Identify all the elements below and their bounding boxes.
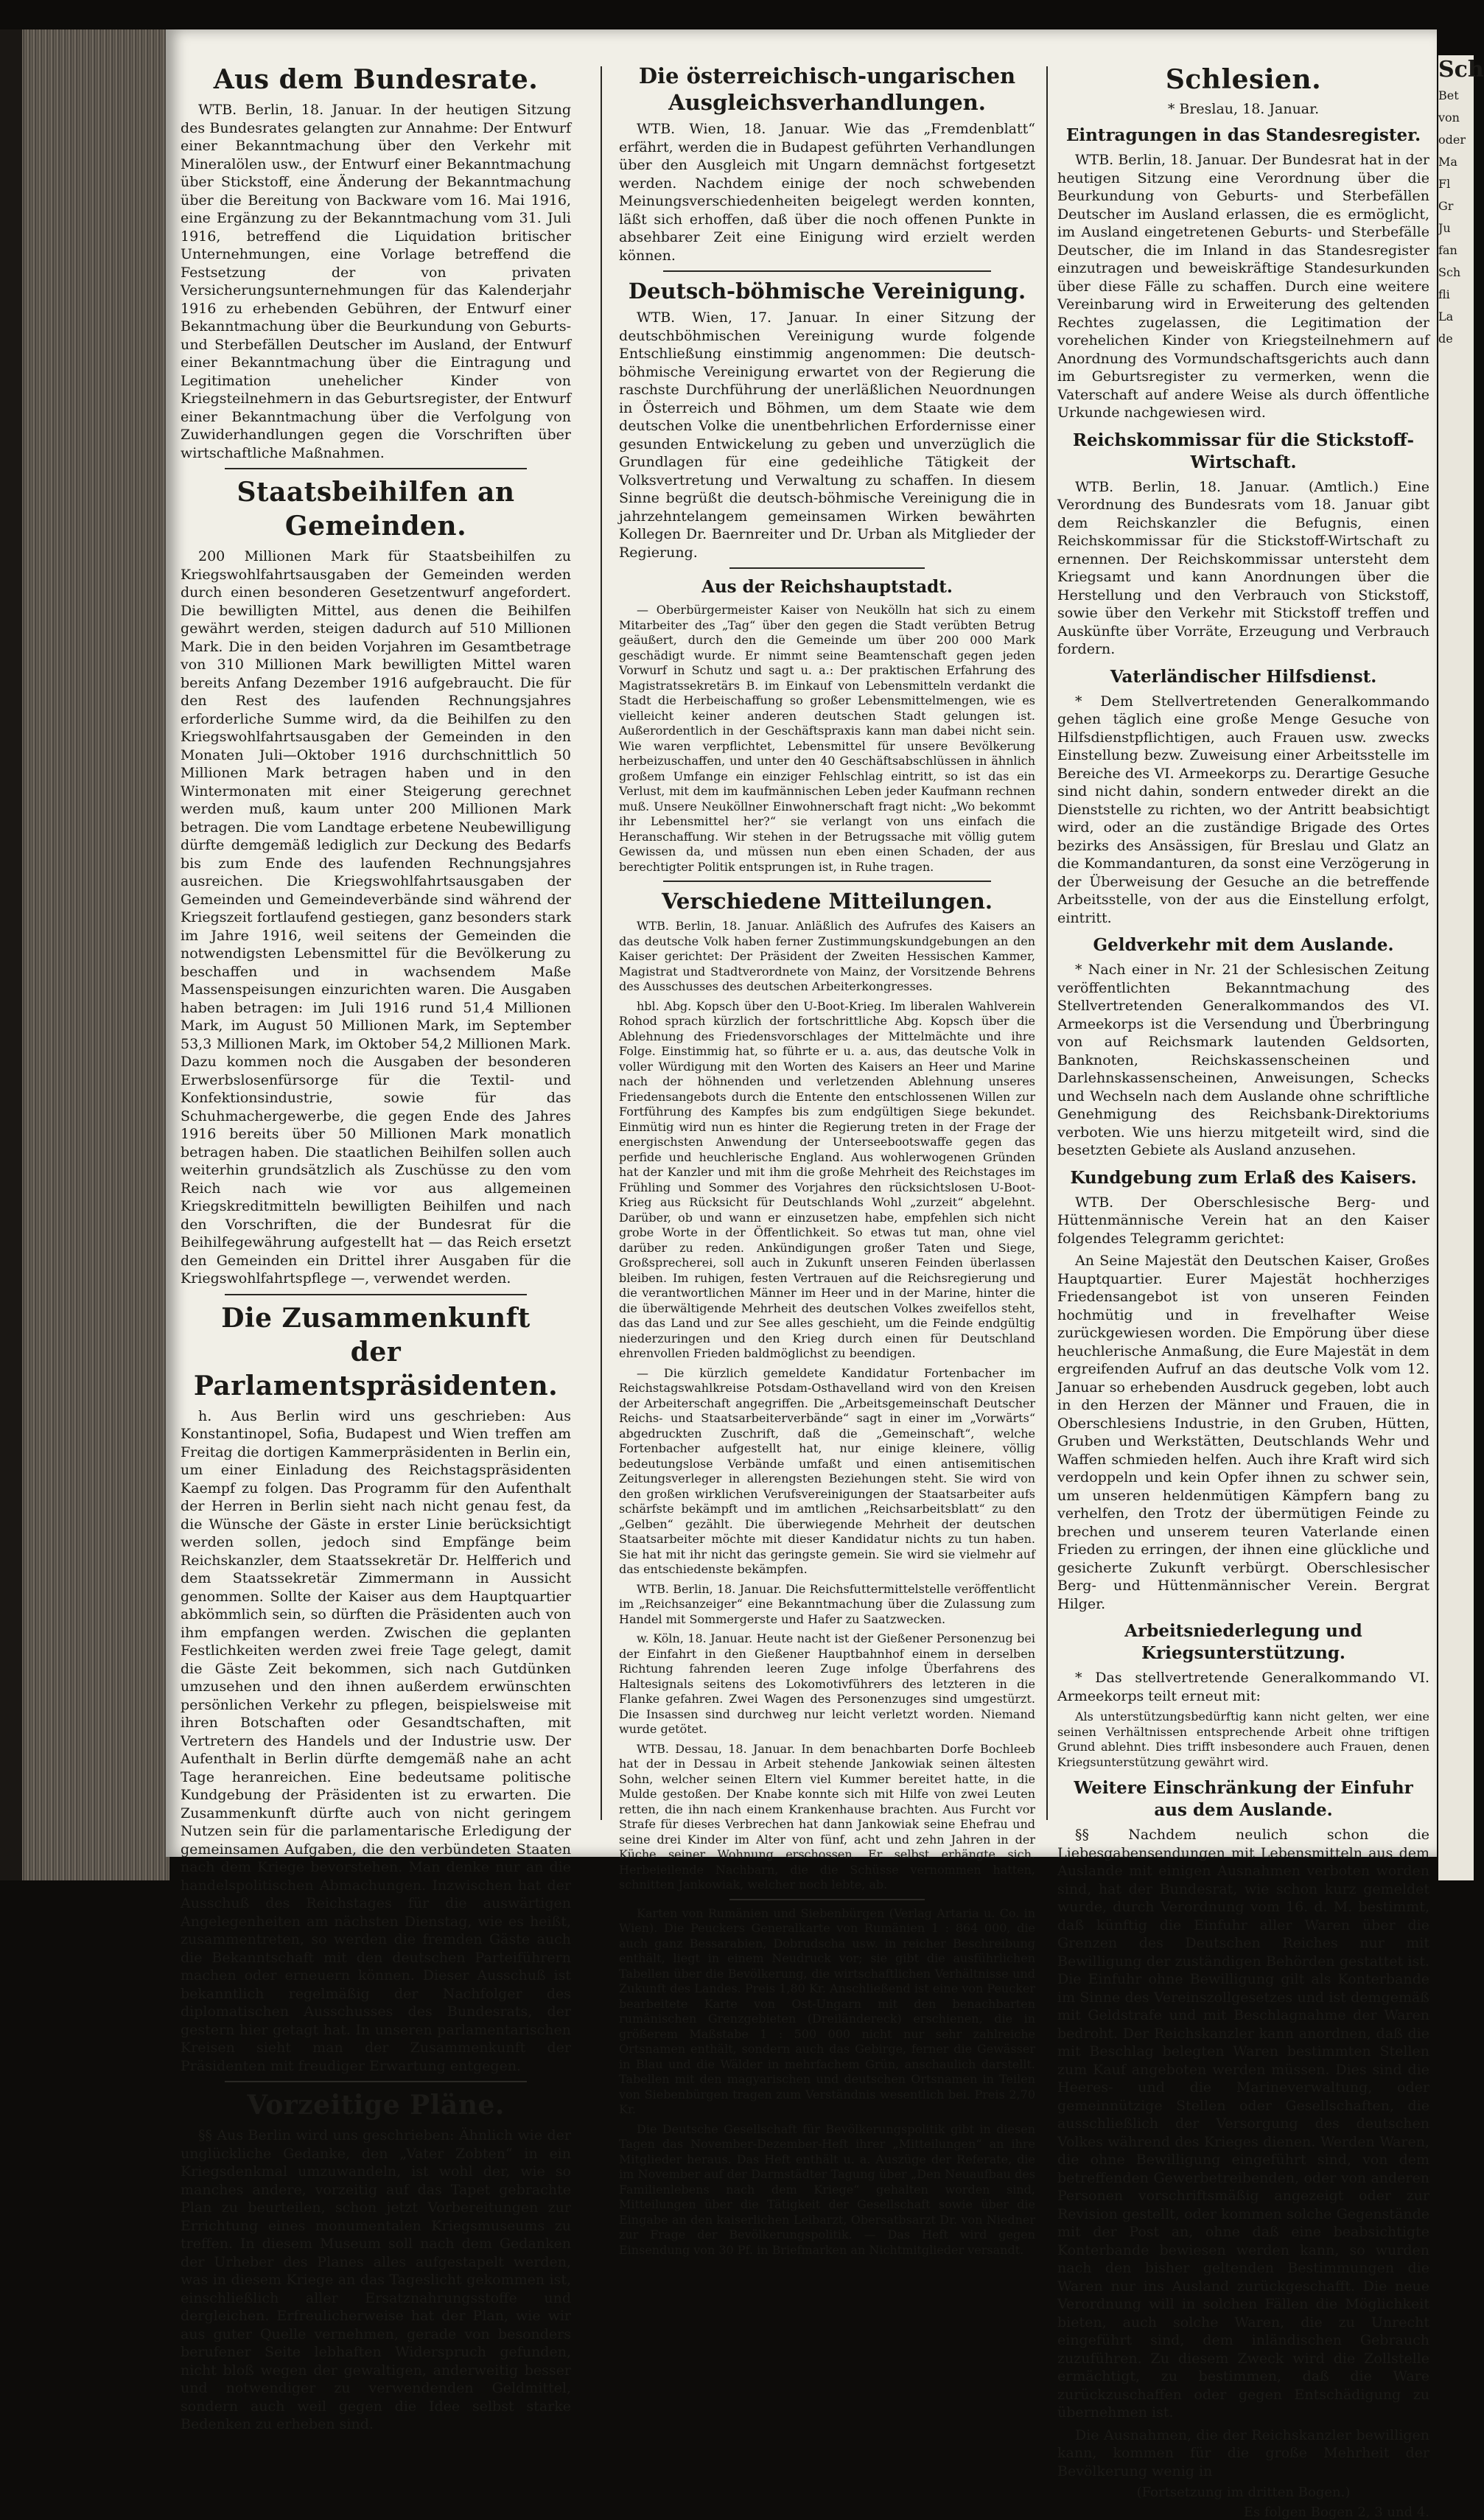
article-separator (225, 468, 527, 469)
article-paragraph: Karten von Rumänien und Siebenbürgen (Verlag Artaria u. Co. in Wien). Die Peuckers Generalkarte von Rumänien 1 : 864 000, die auch ganz Bessarabien, Dobrudscha usw. in reicher Beschreibung enthält, liegt in einem Neudruck vor; sie gibt die ausführlichen Tabellen über die Bevölkerung, die wirtschaftlichen Verhältnisse und Zukunft des Landes. Preis 1,80 Kr. Anschließend ist eine von Peucker bearbeitete Karte von Ost-Ungarn mit den benachbarten rumänischen Grenzgebieten (Dreiländereck) erschienen, die in größerem Maßstabe 1 : 500 000 nicht nur sehr zahlreiche Ortsnamen enthält, sondern auch das Gebirge, ferner die Gewässer in Blau und die Wälder in mehrfachem Grün, anschaulich darstellt. Tabellen mit den magyarischen und deutschen Ortsnamen in Teilen von Siebenbürgen tragen zum Verständnis wesentlich bei. Preis 2,70 Kr. (619, 1905, 1035, 2116)
article-title-line-1: Die Zusammenkunft (221, 1302, 531, 1334)
article-title-line-1: Die österreichisch-ungarischen (638, 63, 1016, 88)
article-einfuhr (1057, 1777, 1429, 2500)
article-body: WTB. Berlin, 18. Januar. (Amtlich.) Eine Verordnung des Bundesrats vom 18. Januar gibt dem Reichskanzler die Befugnis, einen Reichskommissar für die Stickstoff-Wirtschaft zu ernennen. Der Reichskommissar untersteht dem Kriegsamt und kann Anordnungen über die Herstellung und den Verbrauch von Stickstoff, sowie über den Verkehr mit Stickstoff treffen und Auskünfte über Vorräte, Erzeugung und Verbrauch fordern. (1057, 478, 1429, 657)
column-rule (601, 66, 602, 1820)
article-paragraph: hbl. Abg. Kopsch über den U-Boot-Krieg. Im liberalen Wahlverein Rohod sprach kürzlich der fortschrittliche Abg. Kopsch über die Ablehnung des Friedensvorschlages der Mittelmächte und ihre Folge. Einstimmig hat, so führte er u. a. aus, das deutsche Volk in voller Würdigung mit den Worten des Kaisers an Heer und Marine nach der höhnenden und verletzenden Ablehnung unseres Friedensangebots durch die Entente den entschlossenen Willen zur Fortführung des Kampfes bis zum endgültigen Siege bekundet. Einmütig wird nun es hinter die Regierung treten in der Frage der energischsten Anwendung der Unterseebootswaffe gegen das perfide und heuchlerische England. Aus wohlerwogenen Gründen hat der Kanzler und mit ihm die große Mehrheit des Reichstages im Frühling und Sommer des Vorjahres den rücksichtslosen U-Boot-Krieg aus Rücksicht für Deutschlands Wohl „zurzeit“ abgelehnt. Darüber, ob und wann er einzusetzen habe, empfehlen sich nicht grobe Worte in der Öffentlichkeit. So etwas tut man, ohne viel darüber zu reden. Ankündigungen großer Taten und Siege, Großsprecherei, soll auch in Zukunft unseren Feinden überlassen bleiben. Im ruhigen, festen Vertrauen auf die Reichsregierung und die verantwortlichen Männer im Heer und in der Marine, hinter die die überwältigende Mehrheit des deutschen Volkes zweifellos steht, das das Land und zur See alles geschieht, um die Feinde endgültig niederzuringen und den Krieg durch einen für Deutschland ehrenvollen Frieden baldmöglichst zu beendigen. (619, 998, 1035, 1360)
article-title-line-2: Ausgleichsverhandlungen. (668, 90, 986, 115)
article-paragraph: Als unterstützungsbedürftig kann nicht gelten, wer eine seinen Verhältnissen entsprechende Arbeit ohne triftigen Grund ablehnt. Dies trifft insbesondere auch Frauen, denen Kriegsunterstützung gewährt wird. (1057, 1709, 1429, 1769)
newspaper-page (166, 29, 1437, 2520)
article-reichshauptstadt (619, 576, 1035, 875)
article-standesregister (1057, 125, 1429, 422)
article-hilfsdienst (1057, 666, 1429, 928)
article-separator (729, 567, 925, 569)
article-body: * Dem Stellvertretenden Generalkommando gehen täglich eine große Menge Gesuche von Hilfsdienstpflichtigen, auch Frauen usw. zwecks Einstellung bezw. Zuweisung einer Arbeitsstelle im Bereiche des VI. Armeekorps zu. Derartige Gesuche sind nicht dahin, sondern entweder direkt an die Dienststelle zu richten, wo der Antritt beabsichtigt wird, oder an die zuständige Brigade des Ortes bezirks des Ansässigen, für Breslau und Glatz an die Kommandanturen, da sonst eine Verzögerung in der Überweisung der Gesuche an die betreffende Arbeitsstelle, von der aus die Einstellung erfolgt, eintritt. (1057, 693, 1429, 926)
adjacent-page-line: oder (1438, 133, 1466, 147)
article-body: WTB. Berlin, 18. Januar. Der Bundesrat hat in der heutigen Sitzung eine Verordnung über die Beurkundung von Geburts- und Sterbefällen Deutscher im Ausland erlassen, die es ermöglicht, im Ausland eingetretenen Geburts- und Sterbefälle Deutscher, die im Inland in das Standesregister einzutragen und beweiskräftige Standesurkunden über diese Fälle zu schaffen. Durch eine weitere Vereinbarung wird in Erweiterung des geltenden Rechtes zugelassen, die Legitimation der vorehelichen Kinder von Kriegsteilnehmern auf Anordnung des Vormundschaftsgerichts auch dann im Geburtsregister zu vermerken, wenn die Vaterschaft auf andere Weise als durch öffentliche Urkunde nachgewiesen wird. (1057, 152, 1429, 421)
article-body: WTB. Berlin, 18. Januar. In der heutigen Sitzung des Bundesrates gelangten zur Annahme: Der Entwurf einer Bekanntmachung über den Verkehr mit Mineralölen usw., der Entwurf einer Bekanntmachung über Stickstoff, eine Änderung der Bekanntmachung über die Bereitung von Backware vom 16. Mai 1916, eine Ergänzung zu der Bekanntmachung vom 31. Juli 1916, betreffend die Liquidation britischer Unternehmungen, eine Vorlage betreffend die Festsetzung der von privaten Versicherungsunternehmungen für das Kalenderjahr 1916 zu erhebenden Gebühren, der Entwurf einer Bekanntmachung über die Beurkundung von Geburts- und Sterbefällen Deutscher im Ausland, der Entwurf einer Bekanntmachung über die Eintragung und Legitimation unehelicher Kinder von Kriegsteilnehmern in das Geburtsregister, der Entwurf einer Bekanntmachung über die Verfolgung von Zuwiderhandlungen gegen die Vorschriften über wirtschaftliche Maßnahmen. (181, 102, 571, 461)
article-body: §§ Aus Berlin wird uns geschrieben: Ähnlich wie der unglückliche Gedanke, den „Vater Zobten“ in ein Kriegsdenkmal umzuwandeln, ist wohl der, wie so manches andere, vorzeitig auf das Tapet gebrachte Plan zu beurteilen, schon jetzt Vorbereitungen zur Errichtung eines monumentalen Kriegsmuseums zu treffen. In diesem Museum soll nach dem Gedanken der Urheber des Planes alles aufgestapelt werden, was in diesem Kriege an das Tageslicht gekommen ist, einschließlich aller Ersatznahrungsstoffe und dergleichen. Erfreulicherweise hat der Plan, wie wir aus guter Quelle vernehmen, gerade von besonders berufener Seite lebhaften Widerspruch gefunden, nicht bloß wegen der gewaltigen, anderweitig besser und notwendiger zu verwendenden Geldmittel, sondern auch weil gegen die Idee selbst starke Bedenken zu erheben sind. (181, 2127, 571, 2432)
column-left (181, 63, 571, 2438)
article-separator (225, 1294, 527, 1295)
article-arbeitsniederlegung (1057, 1620, 1429, 1770)
adjacent-page-lines (1438, 85, 1474, 350)
dateline: * Breslau, 18. Januar. (1167, 101, 1320, 117)
article-geldverkehr (1057, 934, 1429, 1160)
adjacent-page-line: Ma (1438, 155, 1457, 169)
article-title: Aus der Reichshauptstadt. (701, 577, 953, 597)
adjacent-page-line: La (1438, 309, 1454, 323)
adjacent-page-line: fli (1438, 287, 1450, 301)
article-separator (729, 1899, 925, 1900)
article-title: Deutsch-böhmische Vereinigung. (628, 279, 1026, 304)
adjacent-page-line: Ju (1438, 221, 1451, 235)
article-paragraph: w. Köln, 18. Januar. Heute nacht ist der Gießener Personenzug bei der Einfahrt in den Gießener Hauptbahnhof einem in derselben Richtung fahrenden leeren Zuge infolge Überfahrens des Haltesignals seitens des Lokomotivführers des letzteren in die Flanke gefahren. Zwei Wagen des Personenzuges sind umgestürzt. Die Insassen sind durchweg nur leicht verletzt worden. Niemand wurde getötet. (619, 1631, 1035, 1736)
article-zusammenkunft (181, 1301, 571, 2076)
article-bundesrat (181, 63, 571, 462)
adjacent-page-line: Gr (1438, 199, 1454, 213)
column-rule (1046, 66, 1048, 1820)
column-middle (619, 63, 1035, 2262)
article-body: h. Aus Berlin wird uns geschrieben: Aus Konstantinopel, Sofia, Budapest und Wien treffen am Freitag die dortigen Kammerpräsidenten in Berlin ein, um einer Einladung des Reichstagspräsidenten Kaempf zu folgen. Das Programm für den Aufenthalt der Herren in Berlin sieht nach nicht genau fest, da die Wünsche der Gäste in erster Linie berücksichtigt werden sollen, jedoch sind Empfänge beim Reichskanzler, dem Staatssekretär Dr. Helfferich und dem Staatssekretär Zimmermann in Aussicht genommen. Sollte der Kaiser aus dem Hauptquartier abkömmlich sein, so dürften die Präsidenten auch von ihm empfangen werden. Zwischen die geplanten Festlichkeiten werden zwei freie Tage gelegt, damit die Gäste Zeit bekommen, sich nach Gutdünken umzusehen und den ihnen außerdem erwünschten persönlichen Verkehr zu pflegen, beispielsweise mit ihren Botschaften oder Gesandtschaften, mit Vertretern des Handels und der Industrie usw. Der Aufenthalt in Berlin dürfte demgemäß nahe an acht Tage heranreichen. Eine bedeutsame politische Kundgebung der Präsidenten ist zu erwarten. Die Zusammenkunft dürfte auch von nicht geringem Nutzen sein für die parlamentarische Erledigung der gemeinsamen Aufgaben, die den verbündeten Staaten nach dem Kriege bevorstehen. Man denke nur an die handelspolitischen Abmachungen. Inzwischen hat der Ausschuß des Reichstages für die auswärtigen Angelegenheiten am nächsten Dienstag, wie es heißt, zusammentreten, so werden die fremden Gäste auch die Bekanntschaft mit den deutschen Parteiführern machen oder erneuern können. Dieser Ausschuß ist bekanntlich regelmäßig der Nachfolger des diplomatischen Ausschusses des Bundesrats, der gestern hier getagt hat. In unseren parlamentarischen Kreisen sieht man der Zusammenkunft der Präsidenten mit freudiger Erwartung entgegen. (181, 1407, 571, 2074)
article-vorzeitige-plaene (181, 2088, 571, 2434)
adjacent-page-line: Bet (1438, 88, 1459, 102)
adjacent-page-heading: Sch (1438, 57, 1484, 83)
article-body: * Nach einer in Nr. 21 der Schlesischen Zeitung veröffentlichten Bekanntmachung des Stellvertretenden Generalkommandos des VI. Armeekorps ist die Versendung und Überbringung von auf Reichsmark lautenden Geldsorten, Banknoten, Reichskassenscheinen und Darlehnskassenscheinen, Anweisungen, Schecks und Wechseln nach dem Auslande ohne schriftliche Genehmigung des Reichsbank-Direktoriums verboten. Wie uns hierzu mitgeteilt wird, sind die besetzten Gebiete als Ausland anzusehen. (1057, 962, 1429, 1158)
article-separator (663, 270, 991, 272)
article-title: Eintragungen in das Standesregister. (1065, 125, 1421, 145)
article-reichskommissar (1057, 430, 1429, 659)
adjacent-page-line: de (1438, 332, 1453, 346)
article-paragraph: An Seine Majestät den Deutschen Kaiser, Großes Hauptquartier. Eurer Majestät hochherziges Friedensangebot ist von unseren Feinden hochmütig und in frevelhafter Weise zurückgewiesen worden. Die Empörung über diese heuchlerische Anmaßung, die Eure Majestät in dem ergreifenden Aufruf an das deutsche Volk vom 12. Januar so erhebenden Ausdruck gegeben, lobt auch in den Herzen der Männer und Frauen, die in Oberschlesiens Industrie, in den Gruben, Hütten, Gruben und Werkstätten, Deutschlands Wehr und Waffen schmieden helfen. Auch ihre Kraft wird sich verdoppeln und kein Opfer ihnen zu schwer sein, um unseren heldenmütigen Kämpfern bang zu verhelfen, den Trotz der übermütigen Feinde zu brechen und unserem teuren Vaterlande einen Frieden zu erringen, der ihnen eine glückliche und gesicherte Zukunft verbürgt. Oberschlesischer Berg- und Hüttenmännischer Verein. Bergrat Hilger. (1057, 1253, 1429, 1612)
section-title: Schlesien. (1165, 64, 1322, 95)
article-title: Staatsbeihilfen an Gemeinden. (237, 477, 515, 542)
article-title: Geldverkehr mit dem Auslande. (1093, 935, 1394, 955)
article-title-line-2: der Parlamentspräsidenten. (193, 1336, 559, 1401)
article-staatsbeihilfen (181, 475, 571, 1288)
article-title: Verschiedene Mitteilungen. (662, 889, 993, 914)
article-title: Weitere Einschränkung der Einfuhr aus dem Auslande. (1074, 1778, 1413, 1820)
article-verschiedene-mitteilungen (619, 888, 1035, 2258)
article-body: WTB. Wien, 17. Januar. In einer Sitzung der deutschböhmischen Vereinigung wurde folgende Entschließung einstimmig angenommen: Die deutsch-böhmische Vereinigung erwartet von der Regierung die raschste Durchführung der unerläßlichen Neuordnungen in Österreich und Böhmen, um dem Staate wie dem deutschen Volke die unentbehrlichen Erfordernisse einer gesunden Entwickelung zu geben und unverzüglich die Grundlagen für eine gedeihliche Tätigkeit der Volksvertretung und Verwaltung zu schaffen. In diesem Sinne begrüßt die deutsch-böhmische Vereinigung die in jahrzehntelangem gemeinsamen Wirken bewährten Kollegen Dr. Baernreiter und Dr. Urban als Mitglieder der Regierung. (619, 309, 1035, 561)
article-body: WTB. Wien, 18. Januar. Wie das „Fremdenblatt“ erfährt, werden die in Budapest geführten Verhandlungen über den Ausgleich mit Ungarn demnächst fortgesetzt werden. Nachdem einige der noch schwebenden Meinungsverschiedenheiten beigelegt werden konnten, läßt sich erhoffen, daß über die noch offenen Punkte in absehbarer Zeit eine Einigung wird erzielt werden können. (619, 121, 1035, 264)
article-paragraph: WTB. Der Oberschlesische Berg- und Hüttenmännische Verein hat an den Kaiser folgendes Telegramm gerichtet: (1057, 1194, 1429, 1247)
article-paragraph: WTB. Dessau, 18. Januar. In dem benachbarten Dorfe Bochleeb hat der in Dessau in Arbeit stehende Jankowiak seinen ältesten Sohn, welcher seinen Eltern viel Kummer bereitet hatte, in die Mulde gestoßen. Der Knabe konnte sich mit Hilfe von zwei Leuten retten, die ihn nach einem Krankenhause brachten. Aus Furcht vor Strafe für dieses Verbrechen hat dann Jankowiak seine Ehefrau und seine drei Kinder im Alter von fünf, acht und zehn Jahren in der Küche seiner Wohnung erschossen. Er selbst erhängte sich. Herbeieilende Nachbarn, die die Schüsse vernommen hatten, schnitten Jankowiak, welcher noch lebte, ab. (619, 1741, 1035, 1891)
page-footer-note: Es folgen Bogen 2, 3 und 4. (1243, 2505, 1429, 2520)
article-paragraph: Die Deutsche Gesellschaft für Bevölkerungspolitik gibt in diesen Tagen das November-Dezember-Heft ihrer „Mitteilungen“ an ihre Mitglieder heraus. Das Heft enthält u. a. Auszüge der Referate, die im November auf der Darmstädter Tagung über „Den Neuaufbau des Familienlebens nach dem Kriege“ gehalten worden sind, Mitteilungen über die Tätigkeit der Gesellschaft sowie über die Eingabe an den kaiserlichen Leibarzt, Obersatbsarzt Dr. von Niedner zur Frage der Bevölkerungspolitik. — Das Heft wird gegen Einsendung von 30 Pf. in Briefmarken an Nichtmitglieder versandt. (619, 2121, 1035, 2257)
article-title: Reichskommissar für die Stickstoff-Wirtschaft. (1072, 430, 1415, 472)
book-spine (0, 29, 22, 1880)
article-paragraph: — Die kürzlich gemeldete Kandidatur Fortenbacher im Reichstagswahlkreise Potsdam-Osthavelland wird von den Kreisen der Arbeiterschaft angegriffen. Die „Arbeitsgemeinschaft Deutscher Reichs- und Staatsarbeiterverbände“ sagt in einer im „Vorwärts“ abgedruckten Zuschrift, daß die „Gemeinschaft“, welche Fortenbacher aufgestellt hat, nur einige kleinere, völlig bedeutungslose Verbände umfaßt und einen antisemitischen Zeitungsverleger in allerengsten Beziehungen steht. Sie wird von den großen wirklichen Verufsvereinigungen der Staatsarbeiter aufs schärfste bekämpft und im amtlichen „Reichsarbeitsblatt“ zu den „Gelben“ gezählt. Die überwiegende Mehrheit der deutschen Staatsarbeiter möchte mit dieser Kandidatur nichts zu tun haben. Sie hat mit ihr nicht das geringste gemein. Sie wird sie vielmehr auf das entschiedenste bekämpfen. (619, 1365, 1035, 1576)
article-title: Kundgebung zum Erlaß des Kaisers. (1070, 1167, 1417, 1188)
article-title: Vorzeitige Pläne. (247, 2090, 505, 2121)
column-right (1057, 63, 1429, 2520)
adjacent-page-line: von (1438, 111, 1460, 125)
article-kundgebung (1057, 1167, 1429, 1614)
article-title: Arbeitsniederlegung und Kriegsunterstützung. (1124, 1621, 1362, 1663)
article-paragraph: §§ Nachdem neulich schon die Liebesgabensendungen mit Lebensmitteln aus dem Auslande mit einigen Ausnahmen verboten worden sind, hat der Bundesrat, wie schon kurz gemeldet wurde, durch Verordnung vom 16. d. M. bestimmt, daß künftig die Einfuhr aller Waren über die Grenzen des Deutschen Reiches nur mit Bewilligung der zuständigen Behörden gestattet ist. Die Einfuhr ohne Bewilligung gilt als Konterbande im Sinne des Vereinszollgesetzes und ist demgemäß mit Geldstrafe und mit Beschlagnahme der Waren bedroht. Der Reichskanzler kann anordnen, daß die mit Beschlag belegten Waren bestimmten Stellen zum Kauf angeboten werden müssen. Dies sind die Heeres- und die Marineverwaltung, oder gemeinnützige Stellen oder Gesellschaften, die ausschließlich der Versorgung des deutschen Volkes während des Krieges dienen. Werden Waren, die ohne Bewilligung eingeführt sind, von dem betreffenden Gewerbetreibenden, oder von anderen Personen vorschriftsmäßig angezeigt oder zur Revision gestellt, oder kommen solche Gegenstände mit der Post an, ohne daß eine beabsichtigte Konterbande bewiesen werden kann, so wurden nach den bisher geltenden Bestimmungen die Waren nur ins Ausland zurückgeschafft. Die neue Verordnung will in solchen Fällen die Möglichkeit bieten, auch solche Waren, die zu Unrecht eingeführt sind, dem inländischen Gebrauch zuzuführen. Zu diesem Zweck wird die Zollstelle ermächtigt, zu bestimmen, daß die Ware zurückzuschaffen oder gegen Entschädigung zu übernehmen ist. (1057, 1827, 1429, 2421)
article-body: 200 Millionen Mark für Staatsbeihilfen zu Kriegswohlfahrtsausgaben der Gemeinden werden durch einen besonderen Gesetzentwurf angefordert. Die bewilligten Mittel, aus denen die Beihilfen gewährt werden, steigen dadurch auf 510 Millionen Mark. Die in den beiden Vorjahren im Gesamtbetrage von 310 Millionen Mark bewilligten Mittel waren bereits Anfang Dezember 1916 aufgebraucht. Die für den Rest des laufenden Rechnungsjahres erforderliche Summe wird, da die Beihilfen zu den Kriegswohlfahrtsausgaben der Gemeinden in den Monaten Juli—Oktober 1916 durchschnittlich 50 Millionen Mark betragen haben und in den Wintermonaten mit einer Steigerung gerechnet werden muß, kaum unter 200 Millionen Mark betragen. Die vom Landtage erbetene Neubewilligung dürfte demgemäß lediglich zur Deckung des Bedarfs bis zum Ende des laufenden Rechnungsjahres ausreichen. Die Kriegswohlfahrtsausgaben der Gemeinden und Gemeindeverbände sind während der Kriegszeit fortlaufend gestiegen, ganz besonders stark im Jahre 1916, weil seitens der Gemeinden die notwendigsten Lebensmittel für die Bevölkerung zu beschaffen und in wachsendem Maße Massenspeisungen einzurichten waren. Die Ausgaben haben betragen: im Juli 1916 rund 51,4 Millionen Mark, im August 50 Millionen Mark, im September 53,3 Millionen Mark, im Oktober 54,2 Millionen Mark. Dazu kommen noch die Ausgaben der besonderen Erwerbslosenfürsorge für die Textil- und Konfektionsindustrie, sowie für das Schuhmachergewerbe, die gegen Ende des Jahres 1916 bereits über 50 Millionen Mark monatlich betragen haben. Die staatlichen Beihilfen sollen auch weiterhin grundsätzlich als Zuschüsse zu den vom Reich nach wie vor aus allgemeinen Kriegskreditmitteln bewilligten Beihilfen und nach den Vorschriften, die der Bundesrat für die Beihilfegewährung aufgestellt hat — das Reich ersetzt den Gemeinden ein Drittel ihrer Ausgaben für die Kriegswohlfahrtspflege —, verwendet werden. (181, 548, 571, 1287)
adjacent-page-line: Fl (1438, 177, 1451, 191)
article-paragraph: * Das stellvertretende Generalkommando VI. Armeekorps teilt erneut mit: (1057, 1670, 1429, 1704)
adjacent-page-fragment (1438, 55, 1484, 1880)
article-separator (225, 2081, 527, 2082)
article-title: Aus dem Bundesrate. (213, 64, 539, 95)
article-paragraph: WTB. Berlin, 18. Januar. Die Reichsfuttermittelstelle veröffentlicht im „Reichsanzeiger“ eine Bekanntmachung über die Zulassung zum Handel mit Sommergerste und Hafer zu Saatzwecken. (619, 1581, 1035, 1626)
article-deutsch-boehmische (619, 278, 1035, 561)
adjacent-page-line: Sch (1438, 265, 1461, 279)
article-body: — Oberbürgermeister Kaiser von Neukölln hat sich zu einem Mitarbeiter des „Tag“ über den gegen die Stadt verübten Betrug geäußert, durch den die Gemeinde um über 200 000 Mark geschädigt wurde. Er nimmt seine Beamtenschaft gegen jeden Vorwurf in Schutz und sagt u. a.: Der praktischen Erfahrung des Magistratssekretärs B. im Einkauf von Lebensmitteln verdankt die Stadt die Herbeischaffung so großer Lebensmittelmengen, wie es vielleicht keiner anderen deutschen Stadt gelungen ist. Außerordentlich in der Geschäftspraxis kann man dabei nicht sein. Wie waren verpflichtet, Lebensmittel für unsere Bevölkerung herbeizuschaffen, und unter den 40 Geschäftsabschlüssen in ähnlich großem Umfange ein einziger Fehlschlag eintritt, so ist das ein Verlust, mit dem im kaufmännischen Leben jeder Kaufmann rechnen muß. Unsere Neuköllner Einwohnerschaft fragt nicht: „Wo bekommt ihr Lebensmittel her?“ sie verlangt von uns einfach die Heranschaffung. Wir stehen in der Betrugssache mit völlig gutem Gewissen da, und müssen nun eben einen Schaden, der aus berechtigter Politik entsprungen ist, in Ruhe tragen. (619, 603, 1035, 874)
book-page-edges (0, 29, 169, 1880)
article-title: Vaterländischer Hilfsdienst. (1110, 666, 1377, 687)
article-ausgleichsverhandlungen (619, 63, 1035, 265)
adjacent-page-line: fan (1438, 243, 1457, 257)
article-paragraph: WTB. Berlin, 18. Januar. Anläßlich des Aufrufes des Kaisers an das deutsche Volk haben ferner Zustimmungskundgebungen an den Kaiser gerichtet: Der Präsident der Zweiten Hessischen Kammer, Magistrat und Stadtverordnete von Mainz, der Vorsitzende Behrens des Ausschusses des deutschen Arbeiterkongresses. (619, 919, 1035, 993)
article-separator (663, 881, 991, 882)
article-paragraph: Die Ausnahmen, die der Reichskanzler bewilligen kann, kommen für die große Mehrheit der Bevölkerung wenig in (1057, 2426, 1429, 2479)
continuation-note: (Fortsetzung im dritten Bogen.) (1136, 2485, 1351, 2500)
